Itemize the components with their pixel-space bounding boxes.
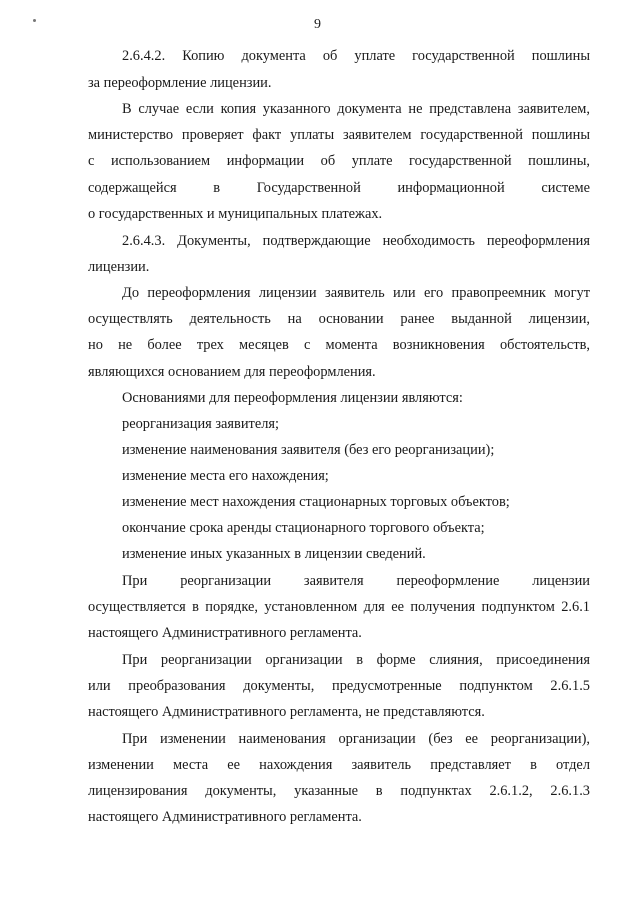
text-line: настоящего Административного регламента, не представляются. xyxy=(88,704,485,720)
text-line: окончание срока аренды стационарного торгового объекта; xyxy=(122,520,485,536)
text-line: содержащейся в Государственной информационной системе xyxy=(88,180,590,196)
page-number: 9 xyxy=(314,17,321,32)
text-line: До переоформления лицензии заявитель или его правопреемник могут xyxy=(122,285,590,301)
text-line: о государственных и муниципальных платежах. xyxy=(88,206,383,222)
text-line: за переоформление лицензии. xyxy=(88,75,272,91)
text-line: являющихся основанием для переоформления. xyxy=(88,364,376,380)
text-line: настоящего Административного регламента. xyxy=(88,625,362,641)
text-line: с использованием информации об уплате государственной пошлины, xyxy=(88,153,590,169)
text-line: При реорганизации организации в форме слияния, присоединения xyxy=(122,652,590,668)
text-line: изменение иных указанных в лицензии сведений. xyxy=(122,546,426,562)
text-line: изменение мест нахождения стационарных торговых объектов; xyxy=(122,494,510,510)
text-line: 2.6.4.2. Копию документа об уплате государственной пошлины xyxy=(122,48,590,64)
text-line: 2.6.4.3. Документы, подтверждающие необходимость переоформления xyxy=(122,233,590,249)
text-line: осуществлять деятельность на основании ранее выданной лицензии, xyxy=(88,311,590,327)
text-line: лицензирования документы, указанные в подпунктах 2.6.1.2, 2.6.1.3 xyxy=(88,783,590,799)
text-line: министерство проверяет факт уплаты заявителем государственной пошлины xyxy=(88,127,590,143)
text-line: изменение места его нахождения; xyxy=(122,468,329,484)
text-line: лицензии. xyxy=(88,259,150,275)
text-line: осуществляется в порядке, установленном для ее получения подпунктом 2.6.1 xyxy=(88,599,590,615)
text-line: В случае если копия указанного документа не представлена заявителем, xyxy=(122,101,590,117)
text-line: изменении места ее нахождения заявитель представляет в отдел xyxy=(88,757,590,773)
text-line: изменение наименования заявителя (без его реорганизации); xyxy=(122,442,495,458)
text-line: настоящего Административного регламента. xyxy=(88,809,362,825)
text-line: реорганизация заявителя; xyxy=(122,416,280,432)
text-line: При реорганизации заявителя переоформление лицензии xyxy=(122,573,590,589)
text-line: или преобразования документы, предусмотренные подпунктом 2.6.1.5 xyxy=(88,678,590,694)
text-line: но не более трех месяцев с момента возникновения обстоятельств, xyxy=(88,337,590,353)
text-line: При изменении наименования организации (без ее реорганизации), xyxy=(122,731,590,747)
text-line: Основаниями для переоформления лицензии являются: xyxy=(122,390,463,406)
